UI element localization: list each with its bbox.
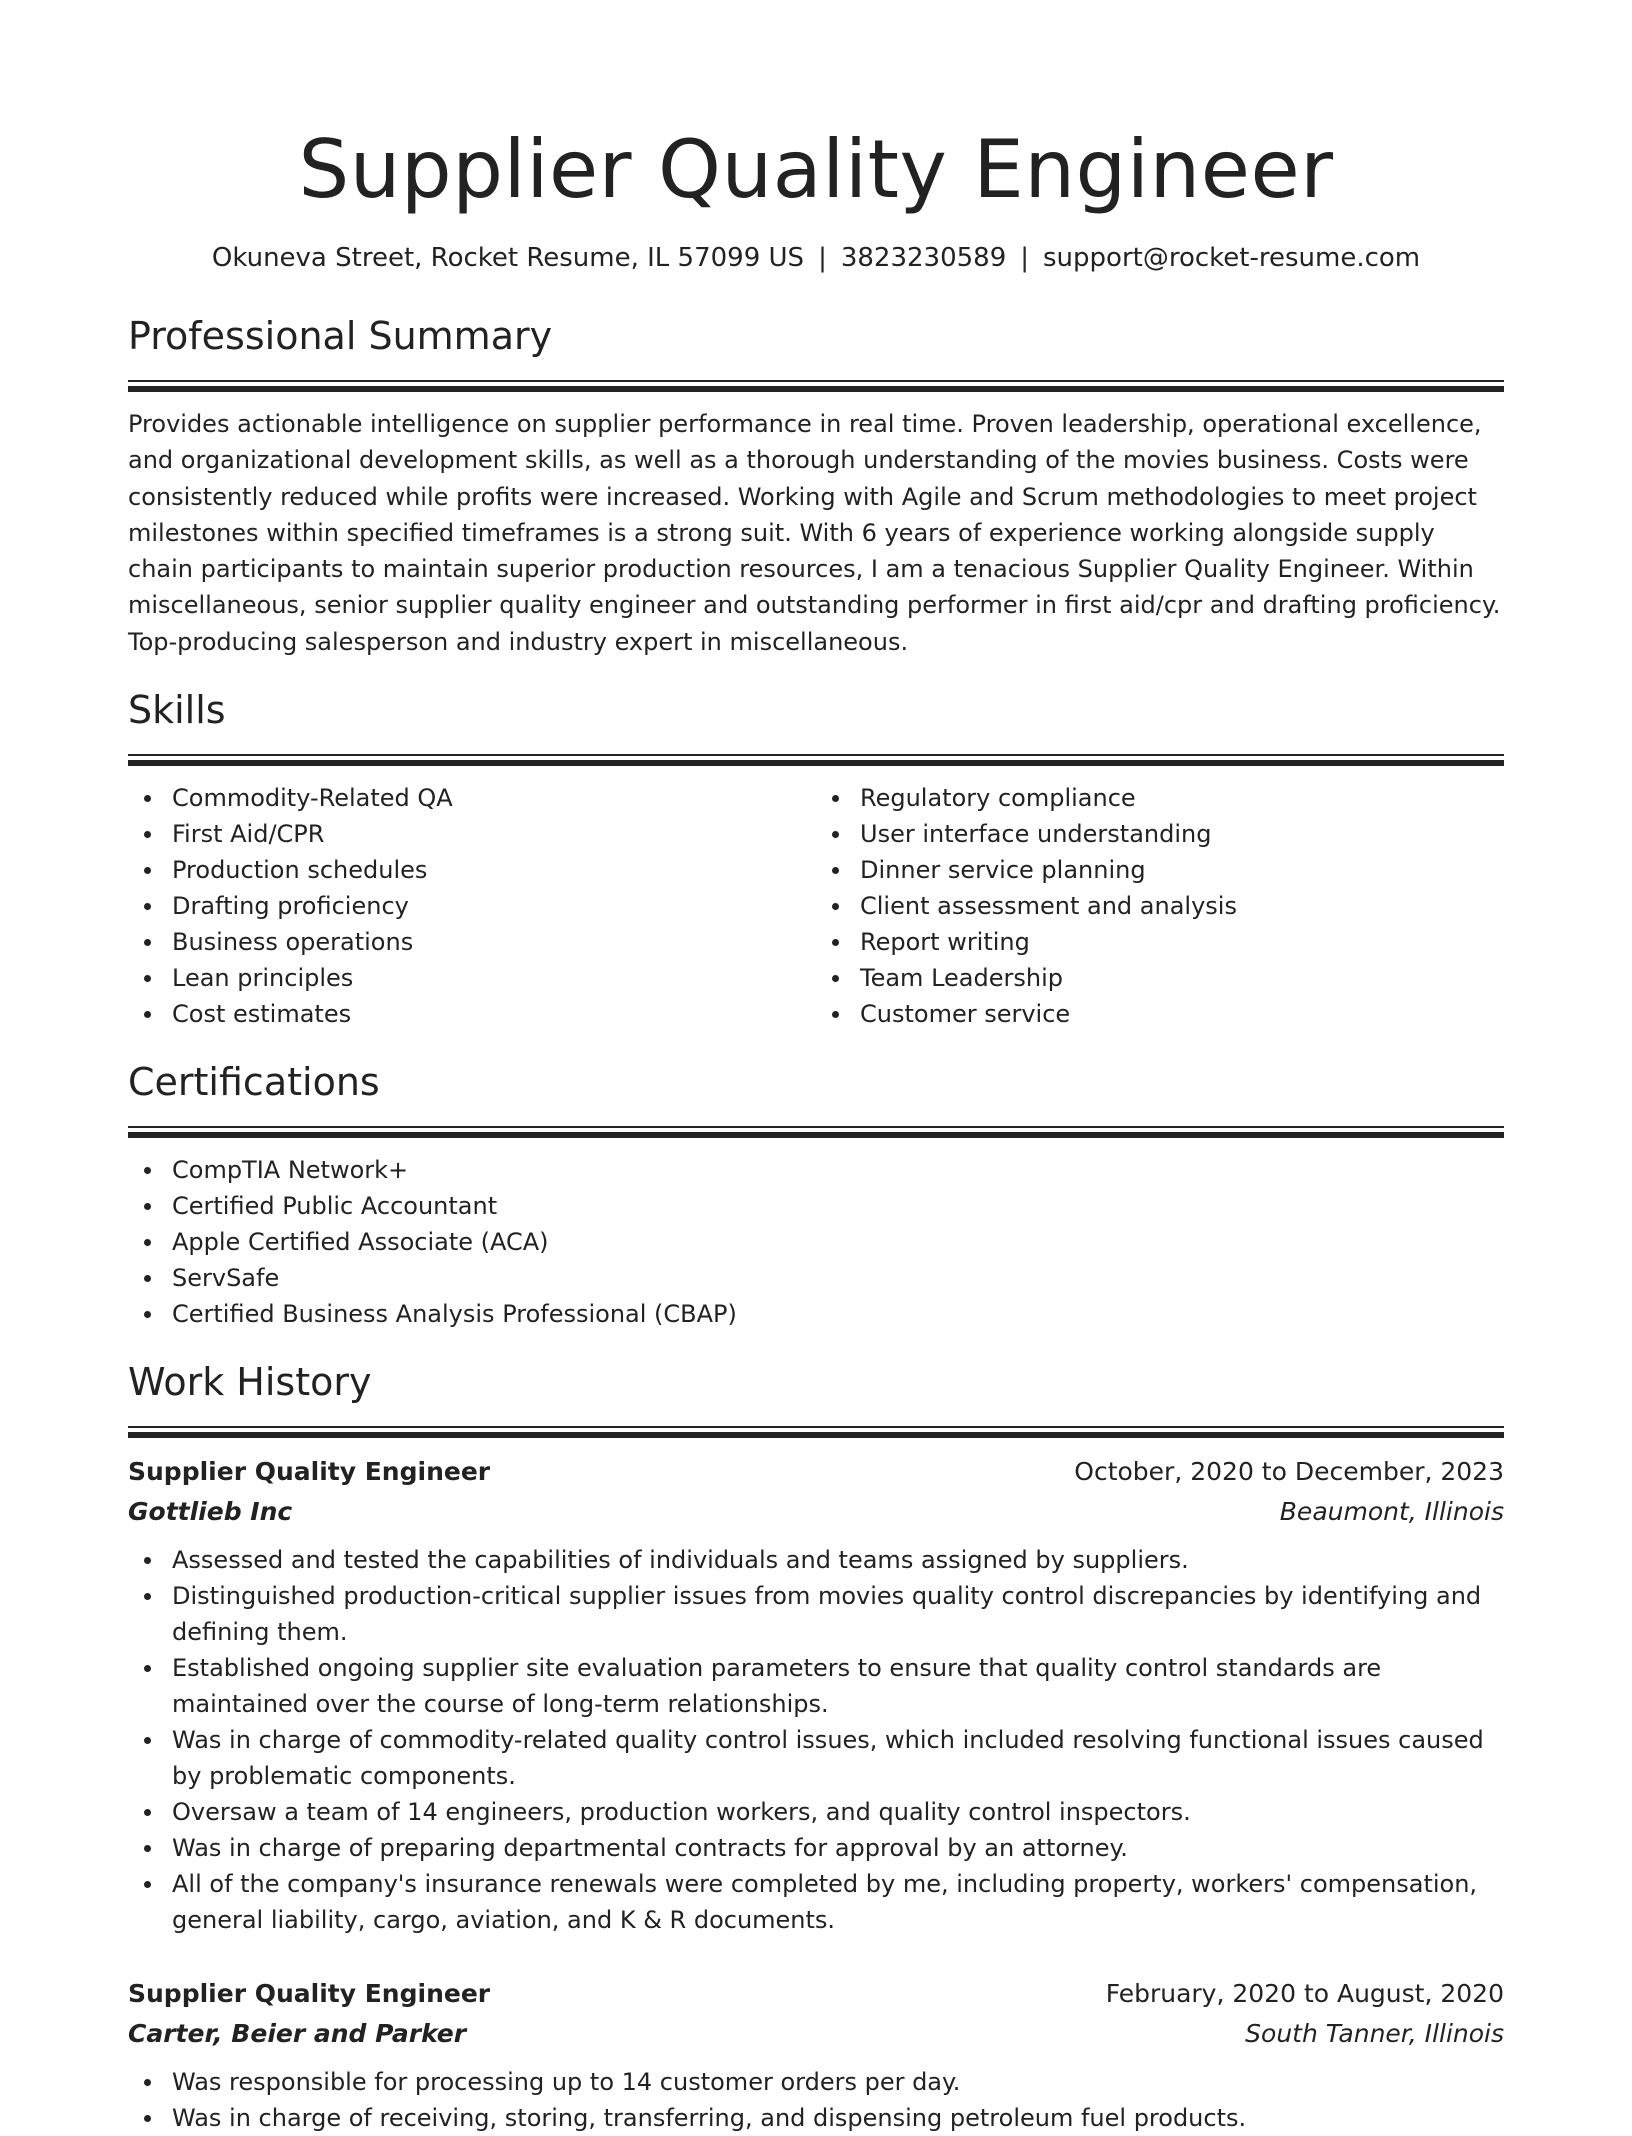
job-header-row [128, 1452, 1504, 1492]
job-duty: Established ongoing supplier site evaluation parameters to ensure that quality control standards are maintained over the course of long-term relationships. [172, 1650, 1504, 1722]
skill-item: Business operations [172, 924, 816, 960]
skill-item: Production schedules [172, 852, 816, 888]
job-entry [128, 1974, 1504, 2136]
summary-text: Provides actionable intelligence on supplier performance in real time. Proven leadership, operational excellence, and organizational development skills, as well as a thorough understanding of the movies business. Costs were consistently reduced while profits were increased. Working with Agile and Scrum methodologies to meet project milestones within specified timeframes is a strong suit. With 6 years of experience working alongside supply chain participants to maintain superior production resources, I am a tenacious Supplier Quality Engineer. Within miscellaneous, senior supplier quality engineer and outstanding performer in first aid/cpr and drafting proficiency. Top-producing salesperson and industry expert in miscellaneous. [128, 410, 1501, 656]
skill-item: Cost estimates [172, 996, 816, 1032]
work-history-section [128, 1358, 1504, 2136]
job-dates: October, 2020 to December, 2023 [1074, 1457, 1504, 1487]
job-duty: Was in charge of preparing departmental contracts for approval by an attorney. [172, 1830, 1504, 1866]
skill-item: Client assessment and analysis [860, 888, 1504, 924]
skill-item: Customer service [860, 996, 1504, 1032]
skills-right-list [816, 780, 1504, 1032]
skills-grid [128, 780, 1504, 1032]
skill-item: First Aid/CPR [172, 816, 816, 852]
skill-item: Team Leadership [860, 960, 1504, 996]
job-location: South Tanner, Illinois [1245, 2019, 1504, 2049]
certifications-section [128, 1058, 1504, 1332]
skill-item: Lean principles [172, 960, 816, 996]
job-duty: Was in charge of receiving, storing, transferring, and dispensing petroleum fuel products. [172, 2100, 1504, 2136]
job-company: Gottlieb Inc [128, 1497, 293, 1527]
skill-item: Dinner service planning [860, 852, 1504, 888]
job-header-row [128, 1974, 1504, 2014]
contact-separator: | [1020, 243, 1030, 273]
job-duty: Distinguished production-critical supplier issues from movies quality control discrepancies by identifying and defining them. [172, 1578, 1504, 1650]
section-title-skills: Skills [128, 688, 226, 733]
job-title: Supplier Quality Engineer [128, 1457, 491, 1487]
certifications-list [128, 1152, 1504, 1332]
job-company: Carter, Beier and Parker [128, 2019, 467, 2049]
contact-phone: 3823230589 [840, 243, 1007, 273]
contact-separator: | [818, 243, 827, 273]
certification-item: Certified Business Analysis Professional (CBAP) [172, 1296, 1504, 1332]
certification-item: CompTIA Network+ [172, 1152, 1504, 1188]
summary-section [128, 312, 1504, 660]
skill-item: Drafting proficiency [172, 888, 816, 924]
job-location: Beaumont, Illinois [1279, 1497, 1504, 1527]
section-divider [128, 1426, 1504, 1438]
contact-line [128, 240, 1504, 276]
job-company-row [128, 1492, 1504, 1532]
section-divider [128, 1126, 1504, 1138]
skill-item: Report writing [860, 924, 1504, 960]
contact-address: Okuneva Street, Rocket Resume, IL 57099 US [211, 243, 805, 273]
job-duty: All of the company's insurance renewals were completed by me, including property, workers' compensation, general liability, cargo, aviation, and K & R documents. [172, 1866, 1504, 1938]
section-title-work-history: Work History [128, 1360, 372, 1405]
job-duty: Was in charge of commodity-related quality control issues, which included resolving functional issues caused by problematic components. [172, 1722, 1504, 1794]
certification-item: Apple Certified Associate (ACA) [172, 1224, 1504, 1260]
job-duty: Assessed and tested the capabilities of individuals and teams assigned by suppliers. [172, 1542, 1504, 1578]
section-title-summary: Professional Summary [128, 314, 553, 358]
skills-section [128, 686, 1504, 1032]
certification-item: Certified Public Accountant [172, 1188, 1504, 1224]
resume-name: Supplier Quality Engineer [298, 123, 1334, 216]
section-divider [128, 754, 1504, 766]
job-title: Supplier Quality Engineer [128, 1979, 491, 2009]
job-duties-list [128, 1542, 1504, 1938]
contact-email: support@rocket-resume.com [1043, 243, 1421, 273]
job-company-row [128, 2014, 1504, 2054]
section-title-certifications: Certifications [128, 1060, 380, 1105]
job-duty: Was responsible for processing up to 14 customer orders per day. [172, 2064, 1504, 2100]
job-dates: February, 2020 to August, 2020 [1105, 1979, 1504, 2009]
section-divider [128, 380, 1504, 392]
skill-item: Commodity-Related QA [172, 780, 816, 816]
job-duties-list [128, 2064, 1504, 2136]
job-duty: Oversaw a team of 14 engineers, production workers, and quality control inspectors. [172, 1794, 1504, 1830]
skill-item: Regulatory compliance [860, 780, 1504, 816]
skill-item: User interface understanding [860, 816, 1504, 852]
job-entry [128, 1452, 1504, 1938]
certification-item: ServSafe [172, 1260, 1504, 1296]
resume-content [128, 0, 1504, 2136]
skills-left-list [128, 780, 816, 1032]
